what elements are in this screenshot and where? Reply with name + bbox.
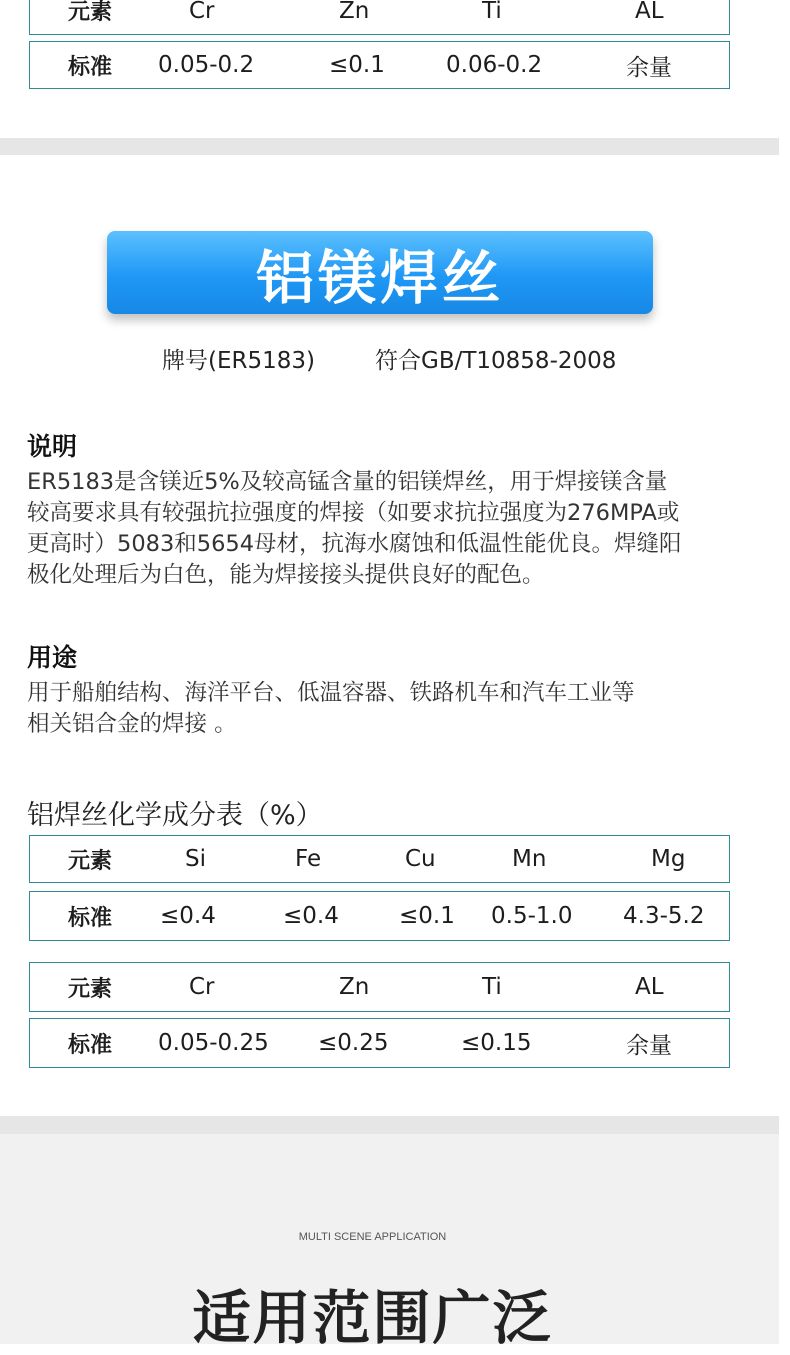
composition-table2-value-cell: ≤0.15: [461, 1030, 532, 1056]
usage-heading: 用途: [27, 643, 78, 672]
composition-table2-header-cell: AL: [635, 974, 664, 1000]
composition-table2-value-cell: ≤0.25: [318, 1030, 389, 1056]
description-line: 较高要求具有较强抗拉强度的焊接（如要求抗拉强度为276MPA或: [27, 500, 680, 526]
section-separator: [0, 1116, 779, 1134]
composition-table1-header-cell: Cu: [405, 846, 436, 872]
description-line: 极化处理后为白色，能为焊接接头提供良好的配色。: [27, 562, 545, 588]
top-table-header-row: [29, 0, 730, 35]
application-subtitle: MULTI SCENE APPLICATION: [298, 1231, 447, 1243]
composition-table1-value-cell: 0.5-1.0: [491, 903, 573, 929]
top-table-header-label: 元素: [68, 0, 113, 25]
composition-table1-header-cell: Mg: [651, 846, 686, 872]
top-table-value-cell: ≤0.1: [329, 52, 385, 78]
top-table-header-cell: Cr: [189, 0, 215, 24]
description-heading: 说明: [27, 432, 78, 461]
composition-table2-header-cell: Zn: [339, 974, 370, 1000]
top-table-header-cell: Zn: [339, 0, 370, 24]
top-table-value-label: 标准: [68, 54, 113, 80]
composition-table1-header-cell: Mn: [512, 846, 547, 872]
composition-table1-value-cell: ≤0.1: [399, 903, 455, 929]
application-section: [0, 1134, 779, 1352]
top-table-value-cell: 余量: [626, 54, 672, 81]
composition-table2-header-row: [29, 962, 730, 1012]
description-text: [27, 467, 757, 591]
product-standard: 符合GB/T10858-2008: [375, 348, 617, 374]
product-title-banner: 铝镁焊丝: [107, 231, 653, 314]
composition-heading: 铝焊丝化学成分表（%）: [27, 800, 323, 831]
usage-line: 相关铝合金的焊接 。: [27, 711, 237, 737]
composition-table2-header-label: 元素: [68, 976, 113, 1002]
composition-table2-value-cell: 0.05-0.25: [158, 1030, 269, 1056]
top-table-value-row: [29, 41, 730, 89]
product-grade: 牌号(ER5183): [162, 348, 315, 374]
composition-table1-header-row: [29, 835, 730, 883]
description-line: 更高时）5083和5654母材，抗海水腐蚀和低温性能优良。焊缝阳: [27, 531, 682, 557]
composition-table1-value-row: [29, 891, 730, 941]
composition-table1-value-cell: ≤0.4: [283, 903, 339, 929]
top-table-header-cell: AL: [635, 0, 664, 24]
composition-table1-header-cell: Si: [185, 846, 206, 872]
composition-table2-header-cell: Cr: [189, 974, 215, 1000]
section-separator: [0, 138, 779, 155]
usage-text: [27, 678, 757, 740]
composition-table2-value-row: [29, 1018, 730, 1068]
composition-table2-header-cell: Ti: [482, 974, 502, 1000]
composition-table2-value-label: 标准: [68, 1032, 113, 1058]
composition-table1-value-label: 标准: [68, 905, 113, 931]
composition-table1-value-cell: 4.3-5.2: [623, 903, 705, 929]
composition-table1-value-cell: ≤0.4: [160, 903, 216, 929]
description-line: ER5183是含镁近5%及较高锰含量的铝镁焊丝，用于焊接镁含量: [27, 469, 668, 495]
composition-table1-header-label: 元素: [68, 848, 113, 874]
composition-table1-header-cell: Fe: [295, 846, 322, 872]
top-table-value-cell: 0.06-0.2: [446, 52, 543, 78]
composition-table2-value-cell: 余量: [626, 1032, 672, 1059]
top-table-value-cell: 0.05-0.2: [158, 52, 255, 78]
application-title: 适用范围广泛: [192, 1284, 553, 1352]
usage-line: 用于船舶结构、海洋平台、低温容器、铁路机车和汽车工业等: [27, 680, 635, 706]
top-table-header-cell: Ti: [482, 0, 502, 24]
